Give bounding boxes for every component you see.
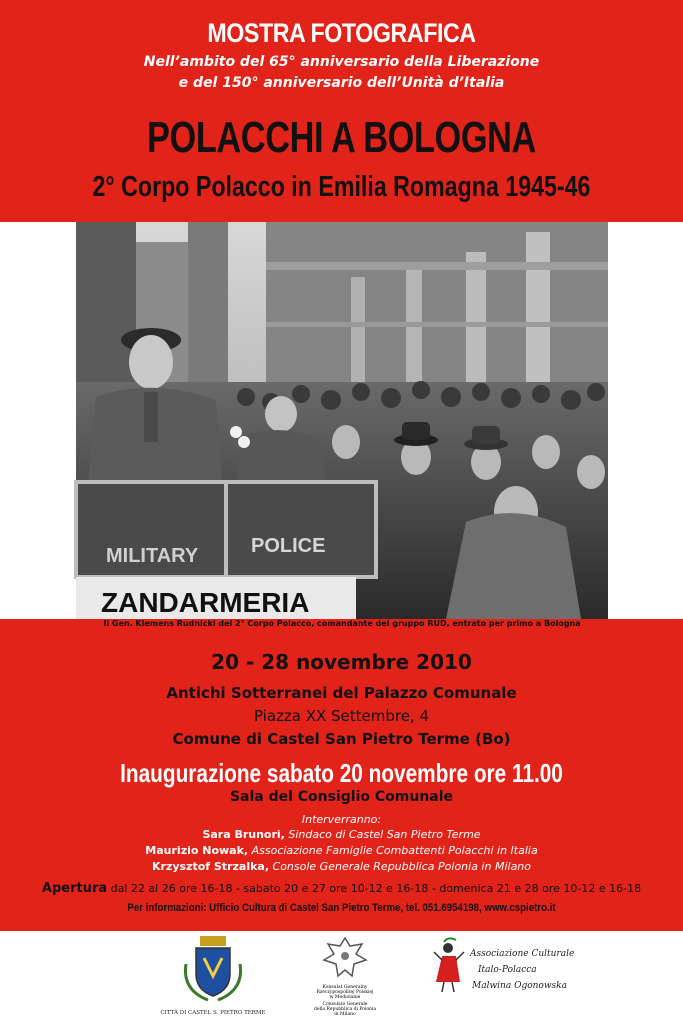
poster-title: POLACCHI A BOLOGNA [147, 113, 536, 162]
association-line-3: Malwina Ogonowska [472, 981, 567, 991]
consulate-line-2: Rzeczypospolitej Polskiej [316, 990, 374, 995]
consulate-line-6: in Milano [334, 1012, 356, 1017]
consulate-line-5: della Repubblica di Polonia [313, 1007, 377, 1012]
speaker-name: Sara Brunori, [202, 828, 285, 841]
speaker-line [0, 828, 683, 841]
dancing-woman-icon [434, 938, 464, 992]
comune-logo [160, 934, 266, 1020]
speaker-role: Sindaco di Castel San Pietro Terme [288, 828, 481, 841]
venue-town: Comune di Castel San Pietro Terme (Bo) [172, 730, 511, 748]
inauguration-hall: Sala del Consiglio Comunale [229, 789, 454, 805]
speaker-role: Associazione Famiglie Combattenti Polacchi in Italia [251, 844, 538, 857]
contact-info: Per informazioni: Ufficio Cultura di Castel San Pietro Terme, tel. 051.6954198, www.cspietro.it [127, 902, 556, 914]
speaker-role: Console Generale Repubblica Polonia in Milano [272, 860, 532, 873]
association-line-2: Italo-Polacca [478, 965, 537, 975]
association-line-1: Associazione Culturale [470, 949, 575, 959]
opening-label: Apertura [41, 881, 108, 896]
eagle-icon [310, 934, 380, 1022]
speaker-line [0, 860, 683, 873]
venue-address: Piazza XX Settembre, 4 [253, 707, 430, 725]
consulate-line-4: Consolato Generale [322, 1002, 368, 1007]
speaker-name: Krzysztof Strzalka, [151, 860, 270, 873]
comune-logo-text: CITTÀ DI CASTEL S. PIETRO TERME [160, 1010, 266, 1016]
association-logo [432, 934, 575, 1004]
consulate-line-1: Konsulat Generalny [322, 985, 368, 990]
inauguration-notice: Inaugurazione sabato 20 novembre ore 11.00 [120, 758, 563, 788]
exhibition-kicker: MOSTRA FOTOGRAFICA [207, 18, 476, 48]
jeep-military-text: MILITARY [106, 545, 199, 567]
photo-caption: Il Gen. Klemens Rudnicki del 2° Corpo Polacco, comandante del gruppo RUD, entrato per primo a Bologna [103, 619, 581, 628]
speaker-line [0, 844, 683, 857]
anniversary-line-1: Nell’ambito del 65° anniversario della Liberazione [143, 54, 540, 70]
historical-photo [76, 222, 608, 619]
poster-subtitle: 2° Corpo Polacco in Emilia Romagna 1945-46 [92, 171, 591, 203]
speaker-name: Maurizio Nowak, [145, 844, 249, 857]
venue-name: Antichi Sotterranei del Palazzo Comunale [166, 684, 517, 702]
jeep-plate-text: ZANDARMERIA [101, 587, 310, 618]
consulate-logo [310, 934, 380, 1022]
consulate-line-3: w Mediolanie [329, 995, 361, 1000]
exhibition-dates: 20 - 28 novembre 2010 [211, 650, 472, 674]
crest-icon [160, 934, 266, 1020]
opening-hours-text: dal 22 al 26 ore 16-18 - sabato 20 e 27 ore 10-12 e 16-18 - domenica 21 e 28 ore 10-12 e 16-18 [110, 882, 642, 895]
opening-hours [0, 881, 683, 896]
anniversary-line-2: e del 150° anniversario dell’Unità d’Italia [178, 75, 505, 91]
jeep-police-text: POLICE [251, 535, 326, 557]
speakers-intro: Interverranno: [301, 813, 382, 826]
